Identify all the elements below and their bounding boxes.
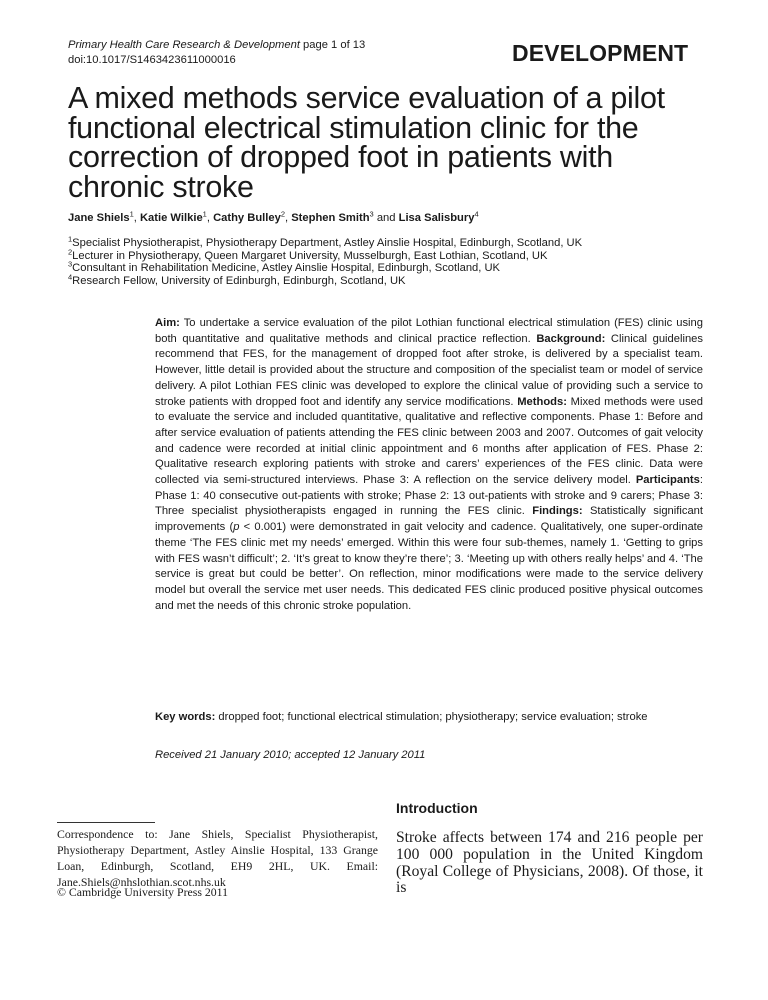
author-sup: 1 (129, 209, 134, 219)
methods-label: Methods: (517, 395, 567, 408)
author-name: Katie Wilkie (139, 212, 203, 224)
affiliation-text: Lecturer in Physiotherapy, Queen Margaret University, Musselburgh, East Lothian, Scotland, UK (72, 249, 548, 262)
affiliation-text: Consultant in Rehabilitation Medicine, Astley Ainslie Hospital, Edinburgh, Scotland, UK (72, 262, 501, 275)
affiliation (68, 272, 582, 288)
author-name: Lisa Salisbury (398, 212, 475, 224)
separator: , (133, 212, 140, 224)
background-text: Clinical guidelines recommend that FES, for the management of dropped foot after stroke, is delivered by a specialist team. However, little detail is provided about the structure and composition of the specialist team or model of service delivery. A pilot Lothian FES clinic was developed to explore the clinical value of providing such a service to stroke patients with dropped foot and identify any service modifications. (155, 332, 703, 408)
abstract (155, 316, 703, 614)
correspondence: Correspondence to: Jane Shiels, Specialist Physiotherapist, Physiotherapy Department, Astley Ainslie Hospital, 133 Grange Loan, Edinburgh, Scotland, EH9 2HL, UK. Email: Jane.Shiels@nhslothian.scot.nhs.uk (57, 827, 378, 889)
p-symbol: p (233, 521, 240, 534)
running-header (68, 38, 365, 67)
keywords-label: Key words: (155, 711, 216, 723)
and-word: and (373, 212, 399, 224)
affiliation-text: Specialist Physiotherapist, Physiotherapy Department, Astley Ainslie Hospital, Edinburgh, Scotland, UK (72, 237, 583, 249)
background-label: Background: (536, 332, 606, 345)
author-sup: 3 (369, 209, 374, 219)
affiliation-text: Research Fellow, University of Edinburgh, Edinburgh, Scotland, UK (72, 274, 406, 287)
doi: doi:10.1017/S1463423611000016 (68, 53, 236, 66)
participants-label: Participants (635, 474, 700, 487)
section-label: DEVELOPMENT (512, 40, 689, 66)
journal-name: Primary Health Care Research & Development (68, 39, 300, 51)
methods-text: Mixed methods were used to evaluate the service and included quantitative, qualitative and reflective components. Phase 1: Before and after service evaluation of patients attending the FES clinic between 2003 and 2007. Outcomes of gait velocity and cadence were recorded at initial clinic appointment and 6 months after application of FES. Phase 2: Qualitative research exploring patients with stroke and carers’ experiences of the FES clinic. Data were collected via semi-structured interviews. Phase 3: A reflection on the service delivery model. (155, 395, 703, 487)
author-sup: 4 (474, 209, 479, 219)
affiliation-sup: 1 (68, 234, 73, 244)
affiliations (68, 234, 583, 287)
affiliation-sup: 3 (68, 259, 73, 269)
received-dates: Received 21 January 2010; accepted 12 January 2011 (155, 749, 426, 761)
findings-label: Findings: (532, 505, 583, 518)
footnote-divider (57, 822, 155, 823)
findings-text: Statistically significant improvements ( (155, 505, 704, 534)
author-list (68, 209, 479, 224)
affiliation-sup: 4 (68, 272, 73, 282)
page-info: page 1 of 13 (303, 39, 366, 51)
title-line: correction of dropped foot in patients with (68, 140, 613, 174)
aim-text: To undertake a service evaluation of the pilot Lothian functional electrical stimulation (FES) clinic using both quantitative and qualitative methods and clinical practice reflection. (155, 317, 703, 345)
article-title (68, 81, 728, 204)
title-line: chronic stroke (68, 169, 254, 204)
title-line: A mixed methods service evaluation of a pilot (68, 81, 665, 115)
affiliation (68, 259, 582, 275)
keywords-text: dropped foot; functional electrical stimulation; physiotherapy; service evaluation; stroke (215, 711, 648, 723)
author-name: Cathy Bulley (213, 212, 281, 224)
introduction-body: Stroke affects between 174 and 216 people per 100 000 population in the United Kingdom (Royal College of Physicians, 2008). Of those, it is (396, 829, 703, 897)
separator: , (206, 212, 214, 224)
keywords (155, 710, 703, 726)
affiliation (68, 246, 582, 263)
author-name: Stephen Smith (291, 212, 370, 224)
author-name: Jane Shiels (68, 212, 130, 224)
affiliation-sup: 2 (68, 246, 73, 256)
affiliation (68, 234, 583, 250)
findings-text: < 0.001) were demonstrated in gait velocity and cadence. Qualitatively, one super-ordinate theme ‘The FES clinic met my needs’ emerged. Within this were four sub-themes, namely 1. ‘Getting to grips with FES wasn’t difficult’; 2. ‘It’s great to know they’re there’; 3. ‘Meeting up with others really helps’ and 4. ‘The service is great but could be better’. On reflection, minor modifications were made to the service delivery model but overall the service met user needs. This dedicated FES clinic produced positive physical outcomes and met the needs of this chronic stroke population. (155, 521, 703, 612)
journal-line (68, 38, 365, 53)
title-line: functional electrical stimulation clinic for the (68, 110, 639, 145)
copyright: © Cambridge University Press 2011 (57, 885, 229, 899)
author-sup: 1 (202, 209, 207, 219)
author-sup: 2 (280, 209, 285, 219)
aim-label: Aim: (155, 317, 180, 329)
separator: , (285, 212, 292, 224)
participants-text: : Phase 1: 40 consecutive out-patients with stroke; Phase 2: 13 out-patients with stroke and 9 carers; Phase 3: Three specialist physiotherapists engaged in running the FES clinic. (155, 474, 703, 518)
introduction-heading: Introduction (396, 800, 478, 816)
